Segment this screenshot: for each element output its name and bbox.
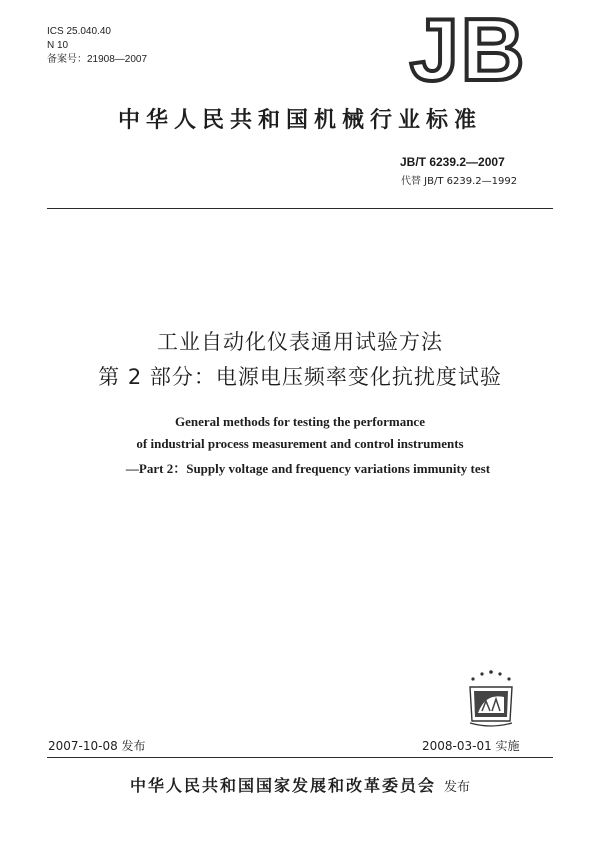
meta-block: [47, 25, 147, 67]
title-en-line2: of industrial process measurement and control instruments: [136, 436, 464, 451]
title-cn-line2: 第 2 部分：电源电压频率变化抗扰度试验: [98, 365, 502, 389]
implementation-date: 2008-03-01 实施: [422, 739, 520, 753]
jb-logo-text: JB: [409, 6, 527, 92]
publisher-action: 发布: [444, 780, 471, 795]
title-cn-line1: 工业自动化仪表通用试验方法: [157, 330, 443, 354]
ministry-title: 中华人民共和国机械行业标准: [117, 108, 482, 133]
publisher-org: 中华人民共和国国家发展和改革委员会: [129, 776, 436, 795]
title-en-line1: General methods for testing the performance: [175, 414, 425, 429]
jb-logo: [398, 6, 538, 92]
title-en-line3: —Part 2：Supply voltage and frequency variations immunity test: [125, 461, 491, 476]
replaces-standard: 代替 JB/T 6239.2—1992: [401, 176, 518, 187]
issue-date: 2007-10-08 发布: [48, 739, 146, 753]
record-number: 备案号：21908—2007: [47, 54, 148, 65]
standard-number: JB/T 6239.2—2007: [400, 155, 505, 169]
top-divider: [47, 208, 553, 209]
class-code: N 10: [47, 40, 69, 51]
bottom-divider: [47, 757, 553, 758]
publisher: [0, 773, 600, 796]
publisher-seal-icon: [460, 667, 522, 729]
ics-code: ICS 25.040.40: [47, 26, 111, 37]
